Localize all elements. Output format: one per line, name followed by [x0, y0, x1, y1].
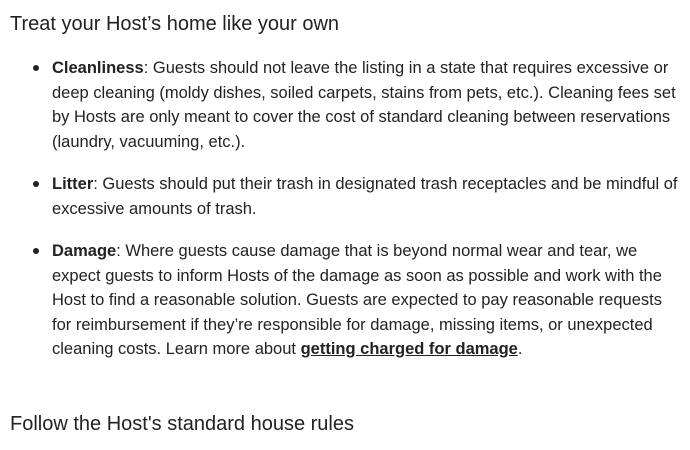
rules-list	[0, 56, 690, 380]
rule-item-litter	[0, 172, 690, 221]
rule-text: : Guests should not leave the listing in a state that requires excessive or deep cleaning (moldy dishes, soiled carpets, stains from pets, etc.). Cleaning fees set by Hosts are only meant to cover the cost of standard cleaning between reservations (laundry, vacuuming, etc.).	[52, 59, 676, 151]
damage-charges-link[interactable]: getting charged for damage	[300, 340, 518, 358]
section-heading-treat-home: Treat your Host’s home like your own	[10, 13, 340, 35]
bullet-icon	[33, 181, 39, 187]
rule-item-damage	[0, 239, 690, 362]
bullet-icon	[33, 65, 39, 71]
rule-text-end: .	[517, 340, 523, 358]
rule-item-cleanliness	[0, 56, 690, 154]
rule-text: : Where guests cause damage that is beyond normal wear and tear, we expect guests to inform Hosts of the damage as soon as possible and work with the Host to find a reasonable solution. Guests are expected to pay reasonable requests for reimbursement if they’re responsible for damage, missing items, or unexpected cleaning costs. Learn more about	[52, 242, 662, 358]
rule-term: Cleanliness	[52, 59, 144, 77]
section-heading-house-rules: Follow the Host's standard house rules	[10, 413, 354, 435]
rule-text: : Guests should put their trash in designated trash receptacles and be mindful of excessive amounts of trash.	[52, 175, 678, 218]
rule-term: Litter	[52, 175, 94, 193]
bullet-icon	[33, 248, 39, 254]
rule-term: Damage	[52, 242, 117, 260]
